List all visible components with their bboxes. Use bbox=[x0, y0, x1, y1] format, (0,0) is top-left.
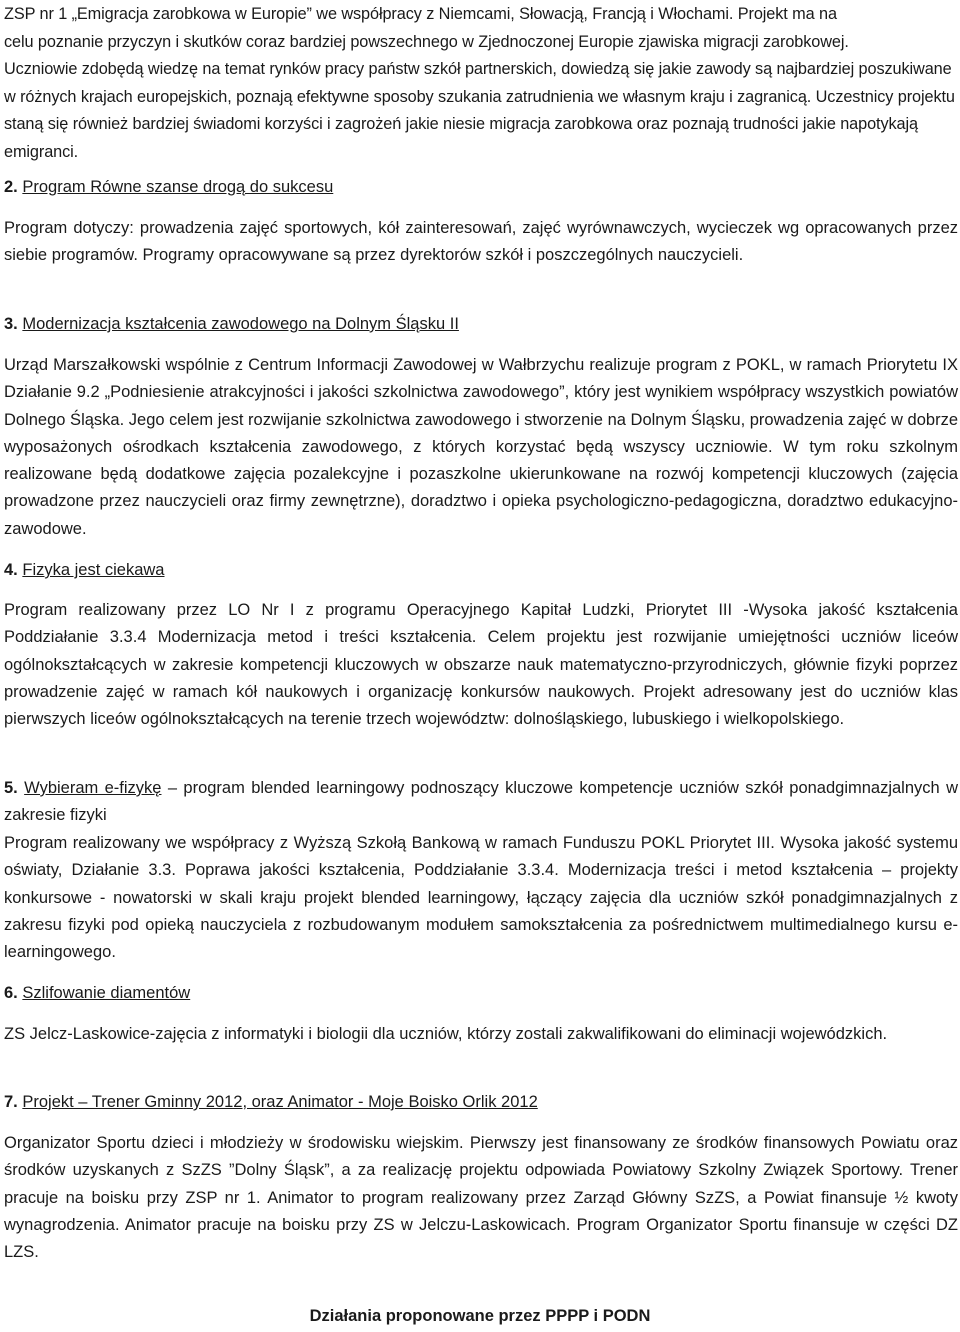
section-number: 2. bbox=[4, 178, 18, 196]
intro-line-1: ZSP nr 1 „Emigracja zarobkowa w Europie” we współpracy z Niemcami, Słowacją, Francją i Włochami. Projekt ma na bbox=[4, 5, 837, 23]
section-7-body: Organizator Sportu dzieci i młodzieży w środowisku wiejskim. Pierwszy jest finansowany ze środków finansowych Powiatu oraz środków uzyskanych z SzZS ”Dolny Śląsk”, a za realizację projektu odpowiada Powiatowy Szkolny Związek Sportowy. Trener pracuje na boisku przy ZSP nr 1. Animator to program realizowany przez Zarząd Główny SzZS, a Powiat finansuje ½ kwoty wynagrodzenia. Animator pracuje na boisku przy ZS w Jelczu-Laskowicach. Program Organizator Sportu finansuje w części DZ LZS. bbox=[4, 1134, 958, 1262]
section-7-heading bbox=[4, 1089, 958, 1116]
intro-paragraph: Uczniowie zdobędą wiedzę na temat rynków pracy państw szkół partnerskich, dowiedzą się jakie zawody są najbardziej poszukiwane w różnych krajach europejskich, poznają efektywne sposoby szukania zatrudnienia we własnym kraju i zagranicą. Uczestnicy projektu staną się również bardziej świadomi korzyści i zagrożeń jakie niesie migracja zarobkowa oraz poznają trudności jakie napotykają emigranci. bbox=[4, 60, 955, 161]
section-4-heading bbox=[4, 557, 958, 584]
section-4-body: Program realizowany przez LO Nr I z programu Operacyjnego Kapitał Ludzki, Priorytet III -Wysoka jakość kształcenia Poddziałanie 3.3.4 Modernizacja metod i treści kształcenia. Celem projektu jest rozwijanie umiejętności uczniów liceów ogólnokształcących w zakresie kompetencji kluczowych w obszarze nauk matematyczno-przyrodniczych, głównie fizyki poprzez prowadzenie zajęć w ramach kół naukowych i organizację konkursów naukowych. Projekt adresowany jest do uczniów klas pierwszych liceów ogólnokształcących na terenie trzech województw: dolnośląskiego, lubuskiego i wielkopolskiego. bbox=[4, 601, 958, 729]
section-6-heading bbox=[4, 980, 958, 1007]
section-2-body: Program dotyczy: prowadzenia zajęć sportowych, kół zainteresowań, zajęć wyrównawczych, wycieczek wg opracowanych przez siebie programów. Programy opracowywane są przez dyrektorów szkół i poszczególnych nauczycieli. bbox=[4, 219, 958, 265]
section-3-body: Urząd Marszałkowski wspólnie z Centrum Informacji Zawodowej w Wałbrzychu realizuje program z POKL, w ramach Priorytetu IX Działanie 9.2 „Podniesienie atrakcyjności i jakości szkolnictwa zawodowego”, który jest wynikiem współpracy wszystkich powiatów Dolnego Śląska. Jego celem jest rozwijanie szkolnictwa zawodowego i stworzenie na Dolnym Śląsku, prowadzenia zajęć w dobrze wyposażonych ośrodkach kształcenia zawodowego, z których korzystać będą wszyscy uczniowie. W tym roku szkolnym realizowane będą dodatkowe zajęcia pozalekcyjne i pozaszkolne ukierunkowane na rozwój kompetencji kluczowych (zajęcia prowadzone przez nauczycieli oraz firmy zewnętrzne), doradztwo i opieka psychologiczno-pedagogiczna, doradztwo edukacyjno-zawodowe. bbox=[4, 356, 958, 538]
section-title-link[interactable]: Modernizacja kształcenia zawodowego na Dolnym Śląsku II bbox=[22, 315, 459, 333]
section-2-heading bbox=[4, 174, 958, 201]
section-number: 5. bbox=[4, 779, 18, 797]
section-3-heading bbox=[4, 311, 958, 338]
section-number: 3. bbox=[4, 315, 18, 333]
section-number: 7. bbox=[4, 1093, 18, 1111]
section-number: 4. bbox=[4, 561, 18, 579]
section-6-body: ZS Jelcz-Laskowice-zajęcia z informatyki i biologii dla uczniów, którzy zostali zakwalifikowani do eliminacji wojewódzkich. bbox=[4, 1025, 888, 1043]
section-5-body: Program realizowany we współpracy z Wyższą Szkołą Bankową w ramach Funduszu POKL Priorytet III. Wysoka jakość systemu oświaty, Działanie 3.3. Poprawa jakości kształcenia, Poddziałanie 3.3.4. Modernizacja treści i metod kształcenia – projekty konkursowe - nowatorski w skali kraju projekt blended learningowy, łączący zajęcia dla uczniów szkół ponadgimnazjalnych z zakresu fizyki pod opieką nauczyciela z rozbudowanym modułem samokształcenia za pośrednictwem multimedialnego kursu e-learningowego. bbox=[4, 834, 958, 962]
intro-line-2: celu poznanie przyczyn i skutków coraz bardziej powszechnego w Zjednoczonej Europie zjawiska migracji zarobkowej. bbox=[4, 32, 849, 51]
footer-heading: Działania proponowane przez PPPP i PODN bbox=[309, 1307, 651, 1325]
section-5-heading bbox=[4, 775, 958, 830]
section-title-link[interactable]: Projekt – Trener Gminny 2012, oraz Animator - Moje Boisko Orlik 2012 bbox=[22, 1093, 538, 1111]
section-2 bbox=[4, 174, 958, 201]
intro-block bbox=[4, 1, 958, 166]
section-title-link[interactable]: Szlifowanie diamentów bbox=[22, 984, 191, 1002]
section-title-link[interactable]: Fizyka jest ciekawa bbox=[22, 561, 165, 579]
section-title-link[interactable]: Program Równe szanse drogą do sukcesu bbox=[22, 178, 334, 196]
section-number: 6. bbox=[4, 984, 18, 1002]
section-5-subtitle: – program blended learningowy podnoszący kluczowe kompetencje uczniów szkół ponadgimnazjalnych w zakresie fizyki bbox=[4, 779, 958, 825]
section-title-link[interactable]: Wybieram e-fizykę bbox=[24, 779, 162, 797]
